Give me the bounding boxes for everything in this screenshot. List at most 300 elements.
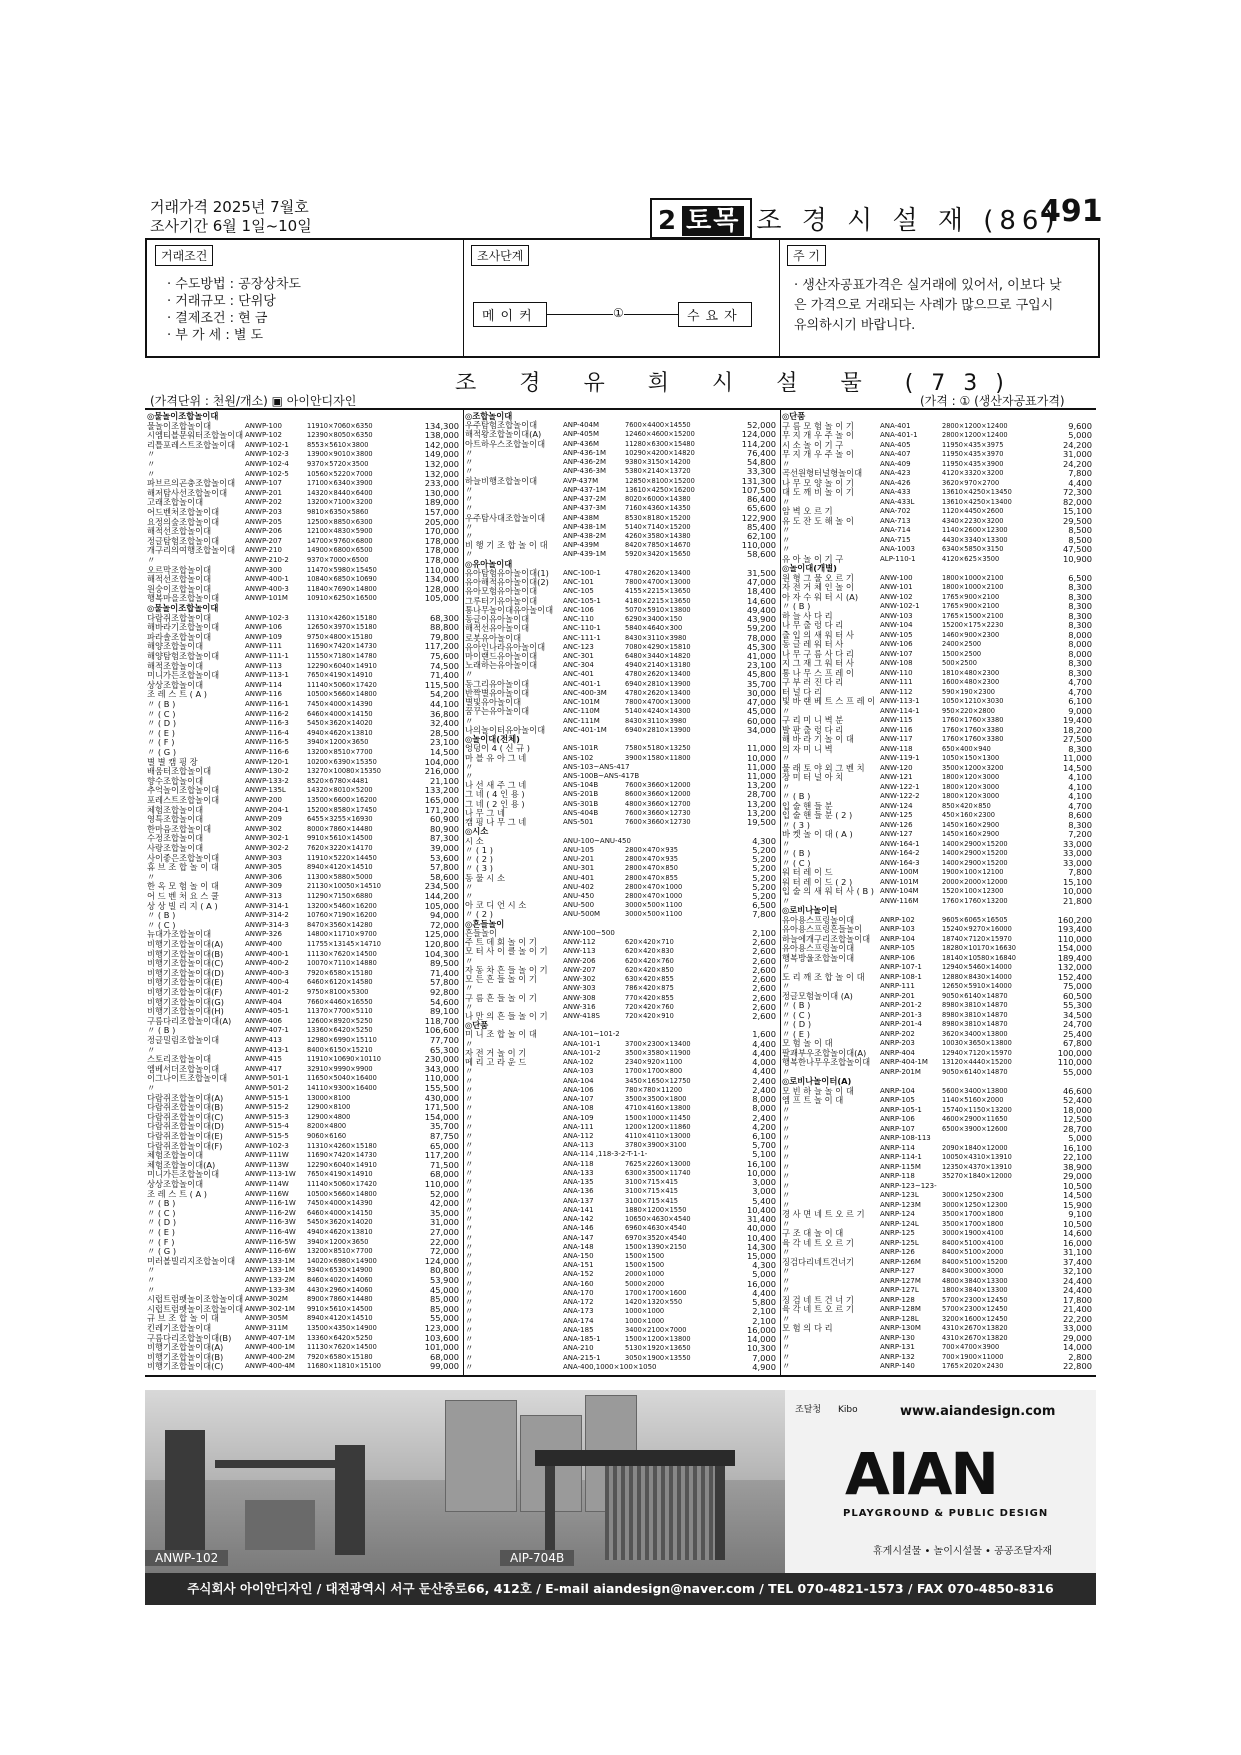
item-price: 2,600 xyxy=(752,974,776,985)
table-row xyxy=(780,1210,1096,1220)
badge-category: 토목 xyxy=(682,206,744,236)
item-code: ANWP-114W xyxy=(245,1180,289,1188)
item-size: 6940×2810×13900 xyxy=(625,725,691,734)
item-name: 나 만 의 흔 들 놀 이 기 xyxy=(465,1011,548,1021)
item-code: ANA-1003 xyxy=(880,545,915,554)
item-size: 4780×2620×13400 xyxy=(625,688,691,697)
table-row xyxy=(463,1197,780,1206)
item-size: 7920×6580×15180 xyxy=(307,1352,373,1361)
item-code: ANRP-107-1 xyxy=(880,963,922,972)
item-code: ANW-119-1 xyxy=(880,754,920,763)
item-size: 4155×2215×13650 xyxy=(625,587,691,596)
item-code: ANW-100~500 xyxy=(563,928,615,937)
item-size: 12290×6040×14910 xyxy=(307,1160,377,1169)
table-row xyxy=(145,911,463,921)
item-code: ANRP-130M xyxy=(880,1324,921,1333)
item-name: 마 블 유 아 그 네 xyxy=(465,752,527,763)
item-price: 31,500 xyxy=(746,567,776,578)
item-size: 2800×470×935 xyxy=(625,845,679,854)
item-name: 자 전 거 체 인 놀 이 xyxy=(782,582,854,593)
item-price: 14,500 xyxy=(1062,762,1092,773)
item-code: ANW-164-1 xyxy=(880,839,920,848)
item-size: 13500×6600×16200 xyxy=(307,796,377,804)
item-name: 상상조합놀이대 xyxy=(147,679,204,690)
item-price: 105,000 xyxy=(424,900,459,911)
item-size: 2800×470×1000 xyxy=(625,892,683,900)
item-price: 134,300 xyxy=(424,420,459,431)
item-size: 6300×3500×11740 xyxy=(625,1168,691,1177)
item-size: 8000×7860×14480 xyxy=(307,824,373,833)
unit-note: (가격단위 : 천원/개소) ▣ 아이안디자인 xyxy=(150,394,357,408)
item-code: ANRP-201-3 xyxy=(880,1010,922,1019)
table-row xyxy=(463,1178,780,1187)
item-name: 미니가든조합놀이대 xyxy=(147,670,220,681)
item-price: 47,500 xyxy=(1062,544,1092,555)
survey-period: 조사기간 6월 1일~10일 xyxy=(150,217,312,235)
item-name: 〃 ( E ) xyxy=(147,727,175,738)
item-price: 23,100 xyxy=(746,660,776,671)
item-name: 〃 xyxy=(465,1315,474,1326)
item-price: 22,200 xyxy=(1062,1313,1092,1324)
item-price: 4,200 xyxy=(752,1121,776,1132)
ad-label-left: ANWP-102 xyxy=(145,1550,228,1566)
item-name: 〃 ( B ) xyxy=(147,910,176,921)
item-name: 이그나이트조합놀이대 xyxy=(147,1073,228,1084)
item-name: 〃 ( E ) xyxy=(147,1227,175,1237)
terms-list xyxy=(167,276,301,344)
item-price: 132,000 xyxy=(1057,962,1092,973)
item-price: 13,200 xyxy=(746,807,776,818)
item-price: 55,000 xyxy=(429,1313,459,1324)
item-price: 68,300 xyxy=(429,612,459,623)
item-name: 징검다리네트건너기 xyxy=(782,1256,855,1267)
item-code: ANW-118 xyxy=(880,744,913,753)
item-code: ANS-501 xyxy=(563,818,594,827)
item-code: ANRP-105 xyxy=(880,944,915,953)
item-name: 〃 xyxy=(147,468,156,479)
item-price: 14,000 xyxy=(746,1334,776,1345)
item-price: 8,300 xyxy=(1068,620,1092,631)
item-price: 52,000 xyxy=(429,1188,459,1199)
item-size: 2000×2000×12000 xyxy=(942,877,1008,886)
item-name: 〃 xyxy=(147,1284,156,1295)
item-name: ◎물놀이조합놀이대 xyxy=(147,603,219,613)
item-price: 15,900 xyxy=(1062,1199,1092,1210)
item-price: 131,300 xyxy=(741,475,776,486)
item-name: 구 조 대 놀 이 대 xyxy=(782,1228,844,1239)
item-price: 8,000 xyxy=(752,1103,776,1114)
item-code: ANU-450 xyxy=(563,892,595,900)
item-price: 117,200 xyxy=(424,641,459,652)
item-code: ANA-714 xyxy=(880,526,911,535)
item-name: 요정의숲조합놀이대 xyxy=(147,516,220,527)
item-price: 3,000 xyxy=(752,1177,776,1188)
item-code: ANRP-105 xyxy=(880,1096,915,1105)
item-name: 〃 xyxy=(465,1343,474,1354)
item-size: 7080×4290×15810 xyxy=(625,642,691,651)
table-row xyxy=(463,864,780,873)
item-size: 12980×6990×15110 xyxy=(307,1036,377,1044)
item-code: ANRP-127 xyxy=(880,1267,915,1276)
item-size: 6460×6120×14580 xyxy=(307,978,373,987)
table-row xyxy=(145,1074,463,1084)
item-size: 4780×2620×13400 xyxy=(625,670,691,679)
shelter-screen xyxy=(605,1466,715,1560)
item-price: 8,300 xyxy=(1068,667,1092,678)
item-price: 41,000 xyxy=(746,651,776,661)
item-name: 한마음조합놀이대 xyxy=(147,823,212,834)
item-code: ANA-118 xyxy=(563,1159,594,1168)
item-size: 4800×3660×12700 xyxy=(625,799,691,808)
item-price: 130,000 xyxy=(424,487,459,498)
table-row xyxy=(780,488,1096,498)
item-name: 고래조합놀이대 xyxy=(147,497,204,508)
item-size: 15200×175×2230 xyxy=(942,621,1004,630)
note-text: · 생산자공표가격은 실거래에 있어서, 이보다 낮은 가격으로 거래되는 사례가 많으므로 구입시 유의하시기 바랍니다. xyxy=(794,278,1062,333)
ad-label-mid: AIP-704B xyxy=(500,1550,574,1566)
item-code: ANA-142 xyxy=(563,1215,594,1224)
item-name: 행복한나무우조합놀이대 xyxy=(782,1057,871,1068)
item-code: ANWP-102-4 xyxy=(245,460,289,468)
item-code: ANWP-306 xyxy=(245,872,282,881)
table-row xyxy=(463,1326,780,1335)
item-code: ANC-111M xyxy=(563,716,600,725)
item-name: 하 늘 사 다 리 xyxy=(782,610,833,621)
item-price: 4,400 xyxy=(752,1287,776,1298)
item-code: ANU-500M xyxy=(563,910,601,919)
table-row xyxy=(463,1363,780,1372)
table-row xyxy=(463,1289,780,1298)
ad-contact-bar: 주식회사 아이안디자인 / 대전광역시 서구 둔산중로66, 412호 / E-mail aiandesign@naver.com / TEL 070-4821-1573 / FAX 070-4850-8316 xyxy=(145,1573,1096,1605)
item-name: 〃 xyxy=(782,838,791,849)
item-size: 11370×7700×5110 xyxy=(307,1007,373,1016)
table-row xyxy=(145,1017,463,1027)
item-name: 〃 xyxy=(782,496,791,507)
item-name: 동글이유아놀이대 xyxy=(465,614,530,625)
item-name: 〃 ( C ) xyxy=(782,857,811,868)
ad-url[interactable]: www.aiandesign.com xyxy=(900,1404,1056,1419)
item-size: 1800×120×3000 xyxy=(942,773,1000,782)
item-code: ANWP-311M xyxy=(245,1324,288,1332)
item-size: 13270×10080×15350 xyxy=(307,767,381,776)
item-code: ANWP-314-3 xyxy=(245,920,289,929)
item-name: 〃 xyxy=(782,1351,791,1362)
aian-logo: AIAN xyxy=(845,1440,997,1508)
item-size: 5130×1920×13650 xyxy=(625,1344,691,1353)
item-size: 2800×470×1000 xyxy=(625,882,683,891)
item-code: ANWP-116-4W xyxy=(245,1228,296,1236)
item-name: 〃 xyxy=(147,871,156,882)
item-name: 장 미 터 널 아 치 xyxy=(782,772,844,783)
item-price: 22,100 xyxy=(1062,1152,1092,1163)
table-row xyxy=(463,1030,780,1039)
item-size: 1760×1760×3380 xyxy=(942,725,1004,734)
item-price: 149,000 xyxy=(424,449,459,460)
item-name: 아트하우스조합놀이대 xyxy=(465,438,546,449)
item-price: 33,000 xyxy=(1062,848,1092,859)
item-name: 유 도 잔 도 해 놀 이 xyxy=(782,515,854,526)
item-name: 향수조합놀이대 xyxy=(147,775,204,786)
table-row xyxy=(780,1324,1096,1334)
item-code: ANRP-123L xyxy=(880,1191,919,1200)
item-price: 21,800 xyxy=(1062,895,1092,906)
item-name: 〃 xyxy=(782,781,791,792)
item-size: 3940×1200×3650 xyxy=(307,738,369,747)
item-price: 55,300 xyxy=(1062,1000,1092,1011)
item-size: 10030×3650×13800 xyxy=(942,1039,1012,1048)
item-size: 6455×3255×16930 xyxy=(307,815,373,824)
item-code: ANW-124 xyxy=(880,801,913,810)
item-code: ANWP-400-2 xyxy=(245,959,289,968)
item-code: ANWP-400-4M xyxy=(245,1362,295,1371)
item-price: 87,300 xyxy=(429,833,459,844)
item-code: ANA-426 xyxy=(880,478,911,487)
item-price: 39,000 xyxy=(429,843,459,853)
item-size: 1900×100×12100 xyxy=(942,868,1004,877)
item-price: 88,800 xyxy=(429,622,459,633)
item-code: ANA-137 xyxy=(563,1196,594,1205)
item-name: 그루터기유아놀이대 xyxy=(465,595,538,606)
item-size: 4260×3580×14380 xyxy=(625,532,691,540)
item-name: 〃 xyxy=(147,459,156,469)
item-size: 9050×6140×14870 xyxy=(942,1067,1008,1076)
shelter-post xyxy=(545,1466,555,1560)
item-name: 〃 xyxy=(147,1083,156,1093)
item-code: ANW-418S xyxy=(563,1012,600,1020)
item-price: 101,000 xyxy=(424,1342,459,1353)
item-code: ANS-102 xyxy=(563,753,594,762)
item-name: 어 드 벤 처 요 스 쿨 xyxy=(147,891,219,901)
table-row xyxy=(463,994,780,1003)
item-size: 32910×9990×9900 xyxy=(307,1064,373,1073)
item-size: 4430×3340×13300 xyxy=(942,535,1008,544)
table-row xyxy=(780,536,1096,546)
item-size: 1760×1760×3380 xyxy=(942,735,1004,744)
item-size: 13200×7100×3200 xyxy=(307,498,373,507)
item-code: ANWP-302-1M xyxy=(245,1304,295,1313)
item-code: ANW-207 xyxy=(563,965,596,974)
item-name: 해적조합놀이대 xyxy=(147,660,204,671)
item-code: ANWP-133-2M xyxy=(245,1276,295,1284)
item-name: 비행기조합놀이대(B) xyxy=(147,948,224,959)
item-price: 133,200 xyxy=(424,785,459,796)
item-size: 1120×4450×2600 xyxy=(942,507,1004,516)
item-size: 7600×4400×14550 xyxy=(625,421,691,430)
item-price: 29,500 xyxy=(1062,515,1092,526)
item-code: ANP-439-1M xyxy=(563,550,606,559)
item-size: 5380×2140×13720 xyxy=(625,467,691,476)
item-size: 13200×8510×7700 xyxy=(307,1247,373,1256)
item-name: 〃 xyxy=(782,1066,791,1077)
photo-slide xyxy=(245,1500,315,1550)
item-code: ANA-405 xyxy=(880,440,911,449)
item-price: 233,000 xyxy=(424,478,459,489)
item-price: 13,200 xyxy=(746,780,776,791)
item-price: 21,400 xyxy=(1062,1304,1092,1315)
item-name: 〃 xyxy=(465,1084,474,1095)
table-row xyxy=(145,1228,463,1238)
item-code: ANWP-116-4 xyxy=(245,728,289,737)
item-price: 57,800 xyxy=(429,862,459,873)
item-code: ANRP-126M xyxy=(880,1257,921,1266)
item-name: ◎놀이대(개별) xyxy=(782,563,837,574)
item-price: 31,000 xyxy=(429,1217,459,1228)
item-name: 유아모험유아놀이대 xyxy=(465,586,538,597)
item-code: ANWP-116-3 xyxy=(245,719,289,728)
table-row xyxy=(463,1215,780,1224)
item-size: 11690×7420×14730 xyxy=(307,642,377,651)
item-name: 나 무 출 렁 다 리 xyxy=(782,620,844,631)
item-name: 〃 ( B ) xyxy=(782,791,811,802)
item-price: 46,600 xyxy=(1062,1085,1092,1096)
table-row xyxy=(780,887,1096,897)
table-row xyxy=(780,1353,1096,1363)
item-code: ANC-106 xyxy=(563,605,594,614)
item-size: 1810×480×2300 xyxy=(942,668,1000,677)
table-row xyxy=(463,1012,780,1021)
item-name: 〃 ( B ) xyxy=(782,848,811,859)
item-size: 620×420×830 xyxy=(625,947,674,956)
item-size: 11310×4260×15180 xyxy=(307,613,377,622)
item-code: ANWP-202 xyxy=(245,498,282,507)
item-price: 19,400 xyxy=(1062,715,1092,726)
item-size: 8470×3560×14280 xyxy=(307,920,373,929)
item-name: 〃 xyxy=(782,1218,791,1229)
item-code: ANWP-413-1 xyxy=(245,1045,289,1054)
item-price: 123,000 xyxy=(424,1323,459,1333)
item-code: ANW-107 xyxy=(880,649,913,658)
item-price: 23,100 xyxy=(429,737,459,748)
item-price: 94,000 xyxy=(429,910,459,921)
item-code: ANWP-102-5 xyxy=(245,469,289,478)
category-badge xyxy=(650,198,752,239)
item-name: 나 무 구 름 사 다 리 xyxy=(782,648,854,659)
item-size: 9605×6065×16505 xyxy=(942,915,1008,924)
item-size: 3500×1200×3200 xyxy=(942,763,1004,772)
item-price: 170,000 xyxy=(424,526,459,537)
item-size: 1050×150×1300 xyxy=(942,754,1000,763)
item-price: 58,600 xyxy=(746,549,776,560)
table-column-1 xyxy=(145,410,464,1375)
item-price: 205,000 xyxy=(424,516,459,527)
item-size: 11470×5980×15450 xyxy=(307,565,377,574)
item-code: ANW-164-2 xyxy=(880,849,920,858)
item-size: 650×400×940 xyxy=(942,744,991,753)
item-name: 구 름 모 험 놀 이 기 xyxy=(782,420,854,431)
item-size: 8940×4120×14510 xyxy=(307,863,373,872)
item-name: 〃 xyxy=(782,1361,791,1372)
item-name: 〃 xyxy=(465,1140,474,1151)
item-price: 10,000 xyxy=(746,752,776,763)
item-name: 파라솔조합놀이대 xyxy=(147,631,212,642)
item-size: 1760×1760×13200 xyxy=(942,896,1008,905)
item-code: ANA-111 xyxy=(563,1122,594,1131)
item-name: 〃 xyxy=(465,1131,474,1141)
item-code: ANS-101R xyxy=(563,744,599,753)
item-name: 육 각 네 트 오 르 기 xyxy=(782,1304,854,1315)
item-code: ANWP-400-3 xyxy=(245,968,289,977)
item-name: 시엠티블문워터조합놀이대 xyxy=(147,430,244,441)
item-name: 미러볼빌리지조합놀이대 xyxy=(147,1255,236,1266)
item-code: ANWP-116 xyxy=(245,690,282,699)
item-code: ANW-127 xyxy=(880,830,913,839)
item-name: 〃 xyxy=(465,1361,474,1372)
item-price: 4,000 xyxy=(752,1057,776,1068)
maker-node: 메이커 xyxy=(473,302,547,327)
item-price: 14,300 xyxy=(746,1241,776,1252)
item-name: 〃 xyxy=(465,1177,474,1188)
item-name: 〃 xyxy=(465,1149,474,1160)
item-name: 〃 xyxy=(465,1232,474,1243)
item-size: 9750×4800×15180 xyxy=(307,632,373,641)
item-size: 11650×5040×16400 xyxy=(307,1074,377,1083)
item-size: 18280×10170×16630 xyxy=(942,944,1016,953)
item-size: 35270×1840×12000 xyxy=(942,1172,1012,1181)
item-size: 4430×2960×14060 xyxy=(307,1285,373,1294)
item-code: ANW-102 xyxy=(880,592,913,601)
item-name: 빛 바 랜 베 트 스 프 레 이 xyxy=(782,696,876,707)
item-code: ANA-106 xyxy=(563,1085,594,1094)
item-price: 10,500 xyxy=(1062,1218,1092,1229)
table-row xyxy=(463,1224,780,1233)
item-code: ANWP-305 xyxy=(245,863,282,872)
item-code: ANWP-111 xyxy=(245,642,282,651)
item-code: ANW-112 xyxy=(880,687,913,696)
item-name: 〃 xyxy=(782,1342,791,1353)
item-size: 1500×1500 xyxy=(625,1261,665,1270)
item-price: 4,300 xyxy=(752,1260,776,1271)
item-code: ANC-304 xyxy=(563,661,594,670)
item-size: 12350×4370×13910 xyxy=(942,1162,1012,1171)
item-size: 770×420×855 xyxy=(625,993,674,1002)
item-code: ANRP-201-2 xyxy=(880,1001,922,1010)
item-code: ANP-438M xyxy=(563,513,600,522)
item-name: 아 자 수 워 터 시 (A) xyxy=(782,591,859,602)
item-name: 그 네 ( 2 인 용 ) xyxy=(465,798,525,809)
item-name: 〃 xyxy=(782,1332,791,1343)
item-code: ANA-400,1000×100×1050 xyxy=(563,1362,657,1371)
item-price: 4,700 xyxy=(1068,686,1092,697)
item-price: 8,000 xyxy=(1068,629,1092,640)
item-code: ANWP-400-2M xyxy=(245,1352,295,1361)
item-price: 2,600 xyxy=(752,955,776,966)
item-code: ANA-172 xyxy=(563,1298,594,1307)
item-size: 7650×4190×14910 xyxy=(307,1170,373,1179)
item-size: 18140×10580×16840 xyxy=(942,953,1016,962)
item-code: ANA-152 xyxy=(563,1270,594,1279)
shelter-roof xyxy=(535,1450,735,1466)
item-size: 3500×3500×1800 xyxy=(625,1095,687,1104)
item-price: 72,300 xyxy=(1062,487,1092,498)
item-name: 워 터 레 이 드 xyxy=(782,867,833,878)
table-row xyxy=(780,1191,1096,1201)
item-code: ANWP-109 xyxy=(245,632,282,641)
table-row xyxy=(463,486,780,495)
item-size: 8420×7850×14670 xyxy=(625,541,691,550)
item-code: ANWP-116-1W xyxy=(245,1199,296,1208)
item-code: ANRP-103 xyxy=(880,925,915,934)
item-code: ANWP-501-2 xyxy=(245,1084,289,1092)
item-code: ANRP-124 xyxy=(880,1210,915,1219)
item-price: 124,000 xyxy=(741,429,776,440)
item-name: 체험조합놀이대(A) xyxy=(147,1159,216,1170)
item-name: 비행기조합놀이대(C) xyxy=(147,1361,224,1372)
item-price: 6,100 xyxy=(1068,696,1092,707)
item-name: 시럽트럼펫놀이조합놀이대 xyxy=(147,1303,244,1314)
item-code: ANP-436-1M xyxy=(563,448,606,457)
item-code: ANP-439M xyxy=(563,541,600,550)
item-name: 추억놀이조합놀이대 xyxy=(147,785,220,796)
